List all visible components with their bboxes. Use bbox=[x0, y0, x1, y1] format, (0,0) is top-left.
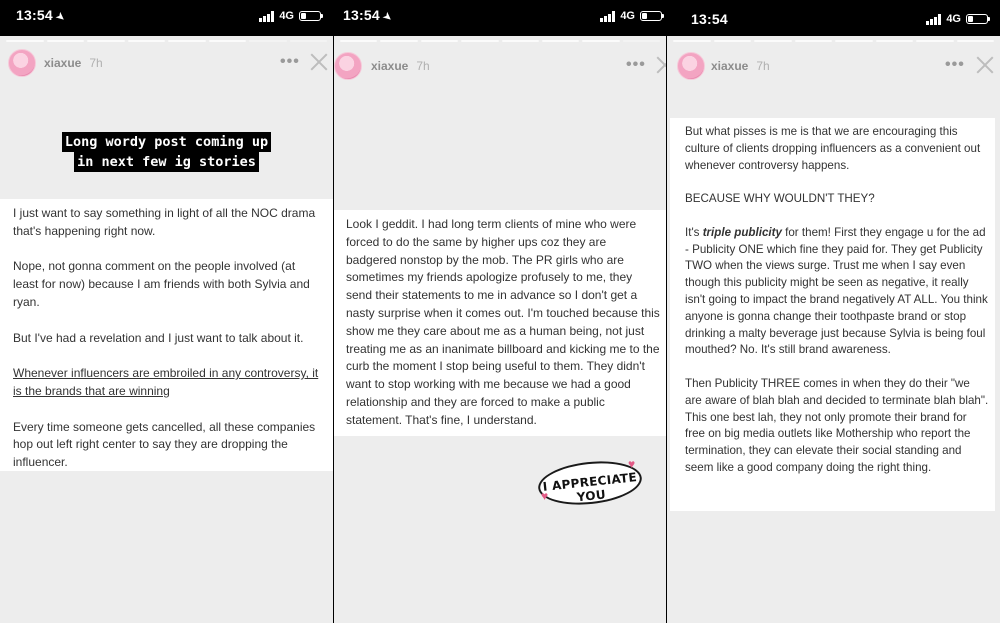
close-icon[interactable] bbox=[976, 56, 994, 74]
paragraph: I just want to say something in light of all the NOC drama that's happening right now. bbox=[13, 206, 316, 238]
post-age: 7h bbox=[89, 56, 103, 70]
heart-icon: ♥ bbox=[541, 489, 549, 503]
story-panel-1 bbox=[0, 0, 333, 623]
highlight-paragraph: Whenever influencers are embroiled in any controversy, it is the brands that are winning bbox=[13, 366, 319, 398]
paragraph: But what pisses is me is that we are encouraging this culture of clients dropping influencers as a convenient out whenever controversy happens. bbox=[685, 125, 981, 172]
story-progress-bar bbox=[673, 40, 994, 42]
status-time: 13:54➤ bbox=[343, 7, 394, 25]
paragraph: BECAUSE WHY WOULDN'T THEY? bbox=[685, 192, 875, 206]
status-bar bbox=[0, 0, 333, 36]
battery-icon bbox=[299, 11, 321, 21]
signal-icon bbox=[600, 11, 615, 22]
close-icon[interactable] bbox=[656, 56, 666, 74]
paragraph: It's triple publicity for them! First they engage u for the ad - Publicity ONE which fine they paid for. They get Publicity TWO when the views surge. Trust me when I say even though this publicity might be seen as negative, it really isn't going to impact the brand negatively AT ALL. You think anyone is gonna change their toothpaste brand or stop drinking a malty beverage just because Sylvia is being foul mouthed? No. It's still brand awareness. bbox=[685, 225, 988, 357]
username[interactable]: xiaxue bbox=[711, 59, 749, 73]
avatar[interactable] bbox=[334, 52, 362, 80]
story-progress-bar bbox=[340, 40, 660, 42]
story-header bbox=[0, 47, 333, 81]
avatar[interactable] bbox=[677, 52, 705, 80]
story-text-card bbox=[0, 199, 333, 471]
story-header bbox=[334, 50, 666, 84]
more-options-icon[interactable]: ••• bbox=[280, 53, 300, 70]
appreciate-sticker: I APPRECIATE YOU bbox=[536, 457, 644, 510]
network-label: 4G bbox=[946, 13, 961, 25]
more-options-icon[interactable]: ••• bbox=[945, 56, 965, 73]
story-progress-bar bbox=[6, 40, 327, 42]
network-label: 4G bbox=[279, 10, 294, 22]
post-age: 7h bbox=[756, 59, 770, 73]
status-bar bbox=[334, 0, 666, 36]
paragraph: Look I geddit. I had long term clients of mine who were forced to do the same by higher ups coz they are badgered nonstop by the mob. The PR girls who are sometimes my friends apologize profusely to me, they send their statements to me in advance so I don't get a nasty surprise when it comes out. I'm touched because this show me they care about me as a human being, not just treating me as an inanimate billboard and kicking me to the curb the moment I stop being useful to them. They didn't want to stop working with me because we had a good relationship and they are forced to make a public statement. That's fine, I understand. bbox=[346, 217, 660, 427]
username[interactable]: xiaxue bbox=[371, 59, 409, 73]
network-label: 4G bbox=[620, 10, 635, 22]
close-icon[interactable] bbox=[310, 53, 328, 71]
story-text-card bbox=[334, 210, 666, 436]
emphasis-text: triple publicity bbox=[702, 225, 782, 239]
paragraph: Then Publicity THREE comes in when they do their "we are aware of blah blah and decided to terminate blah blah". This one best lah, they not only promote their brand for free on big media outlets like Mothership who report the termination, they can elevate their social standing and seem like a good company doing the right thing. bbox=[685, 376, 989, 474]
battery-icon bbox=[966, 14, 988, 24]
status-bar bbox=[667, 0, 1000, 36]
location-arrow-icon: ➤ bbox=[380, 10, 394, 25]
avatar[interactable] bbox=[8, 49, 36, 77]
paragraph: Every time someone gets cancelled, all these companies hop out left right center to say they are dropping the influencer. bbox=[13, 419, 316, 470]
username[interactable]: xiaxue bbox=[44, 56, 82, 70]
battery-icon bbox=[640, 11, 662, 21]
signal-icon bbox=[926, 14, 941, 25]
heart-icon: ♥ bbox=[628, 457, 636, 471]
paragraph: But I've had a revelation and I just want to talk about it. bbox=[13, 330, 304, 345]
story-panel-2 bbox=[334, 0, 666, 623]
status-time: 13:54➤ bbox=[16, 7, 67, 25]
more-options-icon[interactable]: ••• bbox=[626, 56, 646, 73]
signal-icon bbox=[259, 11, 274, 22]
story-text-card bbox=[670, 118, 995, 511]
banner-line-2: in next few ig stories bbox=[74, 152, 259, 172]
story-banner bbox=[0, 132, 333, 172]
story-header bbox=[667, 50, 1000, 84]
story-panel-3 bbox=[667, 0, 1000, 623]
location-arrow-icon: ➤ bbox=[53, 10, 67, 25]
status-time: 13:54 bbox=[691, 11, 728, 27]
paragraph: Nope, not gonna comment on the people involved (at least for now) because I am friends with both Sylvia and ryan. bbox=[13, 259, 310, 309]
post-age: 7h bbox=[416, 59, 430, 73]
banner-line-1: Long wordy post coming up bbox=[62, 132, 271, 152]
